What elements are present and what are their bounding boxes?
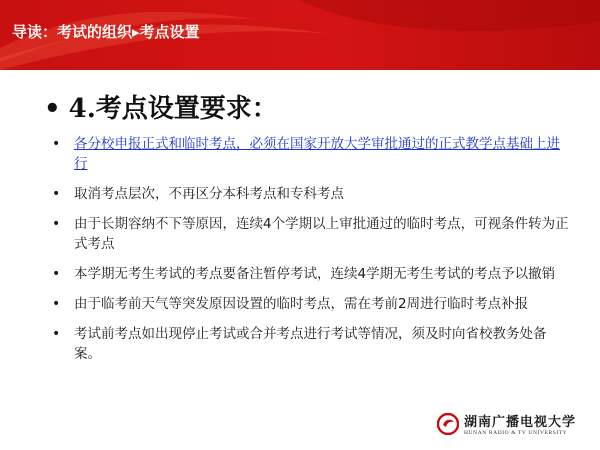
list-bullet: •	[52, 186, 61, 202]
heading-text: 4.考点设置要求：	[68, 94, 278, 124]
list-item	[52, 264, 572, 284]
logo-name-en: HUNAN RADIO & TV UNIVERSITY	[463, 430, 568, 436]
list-bullet: •	[52, 216, 61, 232]
list-bullet: •	[52, 296, 61, 312]
item-text: 考试前考点如出现停止考试或合并考点进行考试等情况，须及时向省校教务处备案。	[74, 326, 547, 362]
logo-name-cn: 湖南广播电视大学	[463, 415, 576, 430]
list-bullet: •	[52, 136, 61, 152]
section-heading	[44, 88, 278, 125]
heading-bullet: •	[44, 94, 61, 124]
item-text: 本学期无考生考试的考点要备注暂停考试，连续4学期无考生考试的考点予以撤销	[74, 266, 556, 282]
university-emblem-icon	[437, 413, 459, 435]
item-text: 取消考点层次，不再区分本科考点和专科考点	[74, 186, 344, 202]
item-text: 由于临考前天气等突发原因设置的临时考点，需在考前2周进行临时考点补报	[74, 296, 529, 312]
title-bar	[0, 0, 600, 70]
list-item	[52, 294, 572, 314]
list-item	[52, 324, 572, 364]
list-item[interactable]	[52, 134, 572, 174]
list-item	[52, 214, 572, 254]
university-logo	[437, 411, 576, 436]
list-bullet: •	[52, 326, 61, 342]
header-title: 导读：考试的组织▸考点设置	[12, 23, 200, 41]
list-bullet: •	[52, 266, 61, 282]
item-link-text[interactable]: 各分校申报正式和临时考点，必须在国家开放大学审批通过的正式教学点基础上进行	[74, 136, 560, 172]
requirements-list	[52, 134, 572, 374]
list-item	[52, 184, 572, 204]
item-text: 由于长期容纳不下等原因，连续4个学期以上审批通过的临时考点，可视条件转为正式考点	[74, 216, 569, 252]
